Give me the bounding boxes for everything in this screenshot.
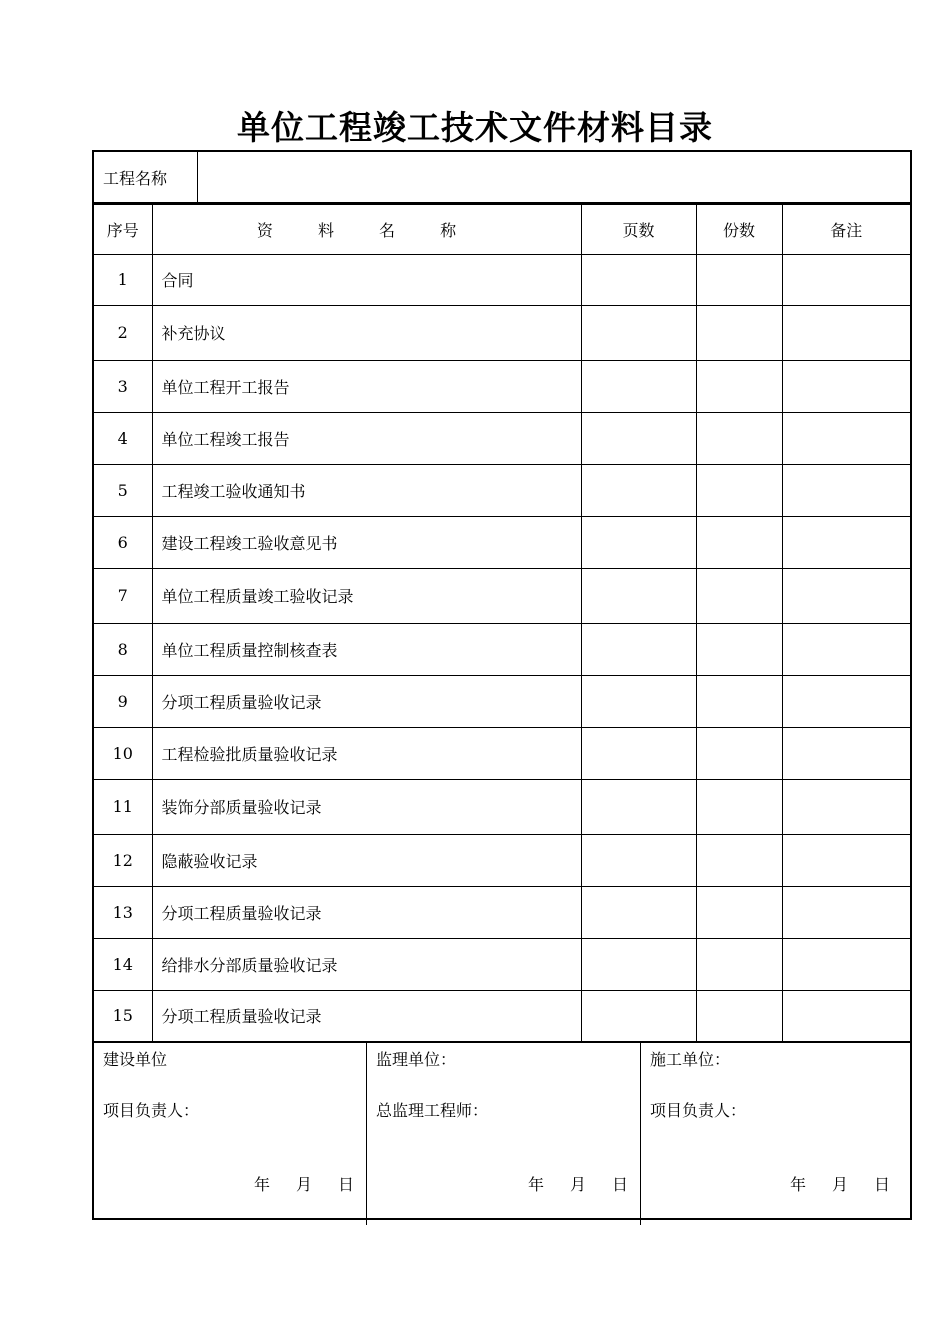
row-copies-cell[interactable] xyxy=(696,464,782,516)
row-seq-cell: 7 xyxy=(94,568,152,623)
row-remarks-cell[interactable] xyxy=(782,305,910,360)
row-seq-cell: 1 xyxy=(94,254,152,305)
owner-person-label: 项目负责人： xyxy=(103,1100,200,1120)
row-name-cell: 建设工程竣工验收意见书 xyxy=(152,516,581,568)
table-header-row xyxy=(94,204,910,254)
row-copies-cell[interactable] xyxy=(696,254,782,305)
table-row xyxy=(94,305,910,360)
row-pages-cell[interactable] xyxy=(581,727,696,779)
row-name-cell: 补充协议 xyxy=(152,305,581,360)
row-remarks-cell[interactable] xyxy=(782,623,910,675)
table-row xyxy=(94,516,910,568)
row-remarks-cell[interactable] xyxy=(782,938,910,990)
row-seq-cell: 4 xyxy=(94,412,152,464)
row-pages-cell[interactable] xyxy=(581,305,696,360)
row-pages-cell[interactable] xyxy=(581,568,696,623)
owner-date xyxy=(228,1172,354,1195)
row-remarks-cell[interactable] xyxy=(782,779,910,834)
row-copies-cell[interactable] xyxy=(696,305,782,360)
row-name-cell: 单位工程竣工报告 xyxy=(152,412,581,464)
signature-block-owner xyxy=(94,1043,366,1225)
row-remarks-cell[interactable] xyxy=(782,412,910,464)
row-seq-cell: 3 xyxy=(94,360,152,412)
contractor-unit-label: 施工单位： xyxy=(650,1049,731,1069)
row-remarks-cell[interactable] xyxy=(782,990,910,1041)
month-label: 月 xyxy=(569,1174,586,1194)
row-seq-cell: 10 xyxy=(94,727,152,779)
month-label: 月 xyxy=(831,1174,848,1194)
supervisor-person-label: 总监理工程师： xyxy=(376,1100,489,1120)
table-row xyxy=(94,990,910,1041)
supervisor-unit-label: 监理单位： xyxy=(376,1049,457,1069)
row-copies-cell[interactable] xyxy=(696,568,782,623)
row-seq-cell: 6 xyxy=(94,516,152,568)
row-copies-cell[interactable] xyxy=(696,623,782,675)
table-row xyxy=(94,568,910,623)
row-copies-cell[interactable] xyxy=(696,675,782,727)
row-seq-cell: 9 xyxy=(94,675,152,727)
project-name-field[interactable] xyxy=(197,152,910,203)
row-remarks-cell[interactable] xyxy=(782,727,910,779)
row-pages-cell[interactable] xyxy=(581,464,696,516)
materials-table xyxy=(94,203,910,1042)
row-name-cell: 分项工程质量验收记录 xyxy=(152,990,581,1041)
signature-section xyxy=(94,1042,910,1225)
month-label: 月 xyxy=(295,1174,312,1194)
row-seq-cell: 11 xyxy=(94,779,152,834)
row-name-cell: 工程竣工验收通知书 xyxy=(152,464,581,516)
row-name-cell: 给排水分部质量验收记录 xyxy=(152,938,581,990)
row-remarks-cell[interactable] xyxy=(782,464,910,516)
table-row xyxy=(94,412,910,464)
catalog-form xyxy=(92,150,912,1220)
row-name-cell: 分项工程质量验收记录 xyxy=(152,675,581,727)
row-pages-cell[interactable] xyxy=(581,990,696,1041)
col-header-copies: 份数 xyxy=(696,204,782,254)
row-copies-cell[interactable] xyxy=(696,938,782,990)
row-pages-cell[interactable] xyxy=(581,254,696,305)
row-seq-cell: 8 xyxy=(94,623,152,675)
signature-block-contractor xyxy=(640,1043,910,1225)
table-row xyxy=(94,834,910,886)
row-pages-cell[interactable] xyxy=(581,834,696,886)
table-row xyxy=(94,886,910,938)
row-name-cell: 分项工程质量验收记录 xyxy=(152,886,581,938)
row-copies-cell[interactable] xyxy=(696,886,782,938)
col-header-pages: 页数 xyxy=(581,204,696,254)
table-row xyxy=(94,254,910,305)
year-label: 年 xyxy=(789,1174,806,1194)
row-remarks-cell[interactable] xyxy=(782,886,910,938)
row-copies-cell[interactable] xyxy=(696,990,782,1041)
row-name-cell: 隐蔽验收记录 xyxy=(152,834,581,886)
row-seq-cell: 5 xyxy=(94,464,152,516)
year-label: 年 xyxy=(253,1174,270,1194)
project-name-row xyxy=(94,152,910,203)
day-label: 日 xyxy=(337,1174,354,1194)
row-copies-cell[interactable] xyxy=(696,360,782,412)
table-row xyxy=(94,779,910,834)
table-row xyxy=(94,360,910,412)
table-row xyxy=(94,727,910,779)
table-row xyxy=(94,464,910,516)
supervisor-date xyxy=(502,1172,628,1195)
contractor-date xyxy=(764,1172,890,1195)
row-pages-cell[interactable] xyxy=(581,938,696,990)
row-copies-cell[interactable] xyxy=(696,412,782,464)
row-pages-cell[interactable] xyxy=(581,412,696,464)
owner-unit-label: 建设单位 xyxy=(103,1049,168,1069)
row-seq-cell: 13 xyxy=(94,886,152,938)
contractor-person-label: 项目负责人： xyxy=(650,1100,747,1120)
col-header-remarks: 备注 xyxy=(782,204,910,254)
project-name-label: 工程名称 xyxy=(94,152,197,203)
row-pages-cell[interactable] xyxy=(581,779,696,834)
table-row xyxy=(94,938,910,990)
row-remarks-cell[interactable] xyxy=(782,360,910,412)
row-pages-cell[interactable] xyxy=(581,623,696,675)
row-pages-cell[interactable] xyxy=(581,675,696,727)
day-label: 日 xyxy=(873,1174,890,1194)
day-label: 日 xyxy=(611,1174,628,1194)
row-name-cell: 合同 xyxy=(152,254,581,305)
row-copies-cell[interactable] xyxy=(696,516,782,568)
row-name-cell: 装饰分部质量验收记录 xyxy=(152,779,581,834)
row-name-cell: 单位工程质量竣工验收记录 xyxy=(152,568,581,623)
row-pages-cell[interactable] xyxy=(581,360,696,412)
row-copies-cell[interactable] xyxy=(696,834,782,886)
row-seq-cell: 2 xyxy=(94,305,152,360)
row-remarks-cell[interactable] xyxy=(782,675,910,727)
signature-block-supervisor xyxy=(366,1043,640,1225)
row-seq-cell: 14 xyxy=(94,938,152,990)
row-remarks-cell[interactable] xyxy=(782,516,910,568)
col-header-seq: 序号 xyxy=(94,204,152,254)
row-name-cell: 单位工程质量控制核查表 xyxy=(152,623,581,675)
row-pages-cell[interactable] xyxy=(581,886,696,938)
col-header-name: 资 料 名 称 xyxy=(152,204,581,254)
row-seq-cell: 15 xyxy=(94,990,152,1041)
row-remarks-cell[interactable] xyxy=(782,568,910,623)
row-name-cell: 单位工程开工报告 xyxy=(152,360,581,412)
row-copies-cell[interactable] xyxy=(696,779,782,834)
row-name-cell: 工程检验批质量验收记录 xyxy=(152,727,581,779)
row-remarks-cell[interactable] xyxy=(782,254,910,305)
row-remarks-cell[interactable] xyxy=(782,834,910,886)
project-name-table xyxy=(94,152,910,203)
row-copies-cell[interactable] xyxy=(696,727,782,779)
table-row xyxy=(94,675,910,727)
year-label: 年 xyxy=(527,1174,544,1194)
row-seq-cell: 12 xyxy=(94,834,152,886)
document-title: 单位工程竣工技术文件材料目录 xyxy=(237,108,713,147)
row-pages-cell[interactable] xyxy=(581,516,696,568)
table-row xyxy=(94,623,910,675)
